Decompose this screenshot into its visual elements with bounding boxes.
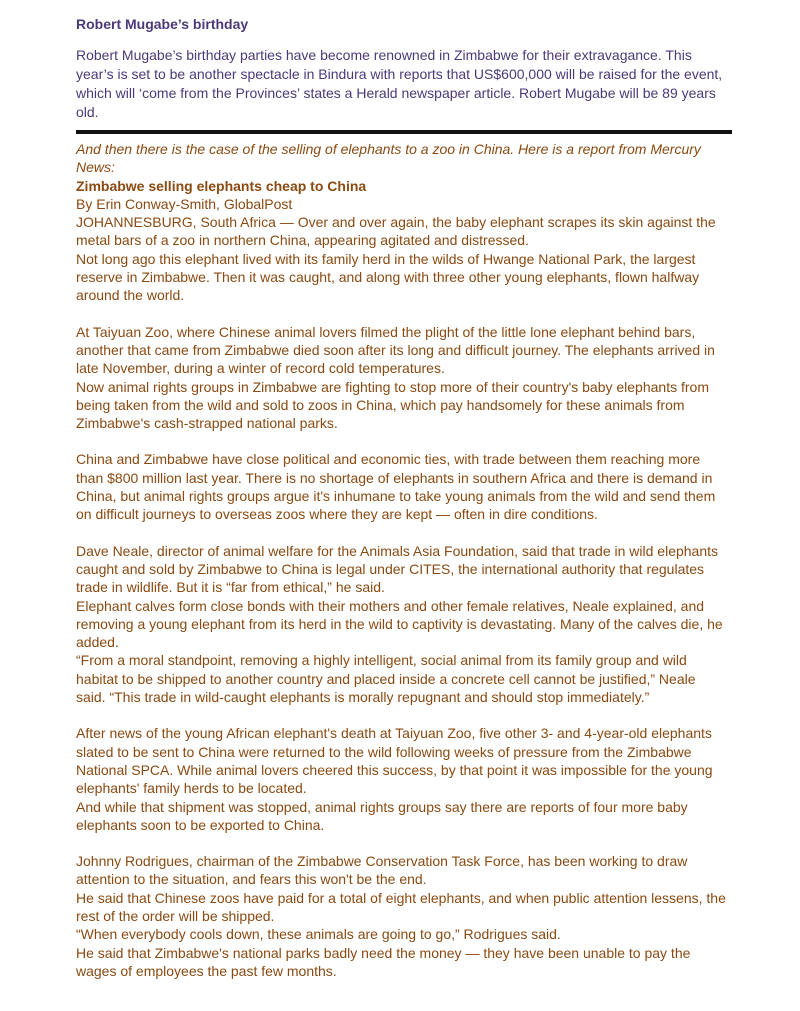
- paragraph: Now animal rights groups in Zimbabwe are fighting to stop more of their country's baby elephants from being taken from the wild and sold to zoos in China, which pay handsomely for these animals from Zimbabwe's cash-strapped national parks.: [76, 378, 709, 432]
- article-lead-in: And then there is the case of the selling of elephants to a zoo in China. Here is a report from Mercury News:: [76, 141, 701, 176]
- paragraph: He said that Zimbabwe's national parks badly need the money — they have been unable to pay the wages of employees the past few months.: [76, 944, 691, 979]
- article-headline: Zimbabwe selling elephants cheap to China: [76, 177, 367, 194]
- document-page: [76, 10, 728, 980]
- article-byline: By Erin Conway-Smith, GlobalPost: [76, 195, 293, 212]
- article: [76, 140, 728, 980]
- paragraph: Johnny Rodrigues, chairman of the Zimbabwe Conservation Task Force, has been working to draw attention to the situation, and fears this won't be the end.: [76, 853, 688, 888]
- paragraph: Not long ago this elephant lived with its family herd in the wilds of Hwange National Park, the largest reserve in Zimbabwe. Then it was caught, and along with three other young elephants, flown halfway around the world.: [76, 250, 700, 304]
- paragraph-gap: [76, 432, 728, 450]
- paragraph-gap: [76, 305, 728, 323]
- paragraph: After news of the young African elephant's death at Taiyuan Zoo, five other 3- and 4-year-old elephants slated to be sent to China were returned to the wild following weeks of pressure from the Zimbabwe National SPCA. While animal lovers cheered this success, by that point it was impossible for the young elephants' family herds to be located.: [76, 725, 713, 797]
- quote-paragraph: “From a moral standpoint, removing a highly intelligent, social animal from its family group and wild habitat to be shipped to another country and placed inside a concrete cell cannot be justified,” Neale said. “This trade in wild-caught elephants is morally repugnant and should stop immediately.”: [76, 652, 696, 706]
- horizontal-rule: [76, 130, 732, 134]
- paragraph: And while that shipment was stopped, animal rights groups say there are reports of four more baby elephants soon to be exported to China.: [76, 798, 688, 833]
- paragraph: He said that Chinese zoos have paid for a total of eight elephants, and when public attention lessens, the rest of the order will be shipped.: [76, 889, 726, 924]
- intro-paragraph: Robert Mugabe’s birthday parties have become renowned in Zimbabwe for their extravagance. This year’s is set to be another spectacle in Bindura with reports that US$600,000 will be raised for the event, which will ‘come from the Provinces’ states a Herald newspaper article. Robert Mugabe will be 89 years old.: [76, 47, 723, 120]
- paragraph-gap: [76, 834, 728, 852]
- paragraph: JOHANNESBURG, South Africa — Over and over again, the baby elephant scrapes its skin against the metal bars of a zoo in northern China, appearing agitated and distressed.: [76, 214, 716, 249]
- paragraph: Dave Neale, director of animal welfare for the Animals Asia Foundation, said that trade in wild elephants caught and sold by Zimbabwe to China is legal under CITES, the international authority that regulates trade in wildlife. But it is “far from ethical,” he said.: [76, 542, 719, 596]
- quote-paragraph: “When everybody cools down, these animals are going to go,” Rodrigues said.: [76, 926, 561, 943]
- paragraph-gap: [76, 706, 728, 724]
- paragraph: Elephant calves form close bonds with their mothers and other female relatives, Neale explained, and removing a young elephant from its herd in the wild to captivity is devastating. Many of the calves die, he added.: [76, 597, 723, 651]
- paragraph: China and Zimbabwe have close political and economic ties, with trade between them reaching more than $800 million last year. There is no shortage of elephants in southern Africa and there is demand in China, but animal rights groups argue it's inhumane to take young animals from the wild and send them on difficult journeys to overseas zoos where they are kept — often in dire conditions.: [76, 451, 716, 523]
- section-title: Robert Mugabe’s birthday: [76, 16, 249, 32]
- paragraph: At Taiyuan Zoo, where Chinese animal lovers filmed the plight of the little lone elephant behind bars, another that came from Zimbabwe died soon after its long and difficult journey. The elephants arrived in late November, during a winter of record cold temperatures.: [76, 323, 715, 377]
- paragraph-gap: [76, 524, 728, 542]
